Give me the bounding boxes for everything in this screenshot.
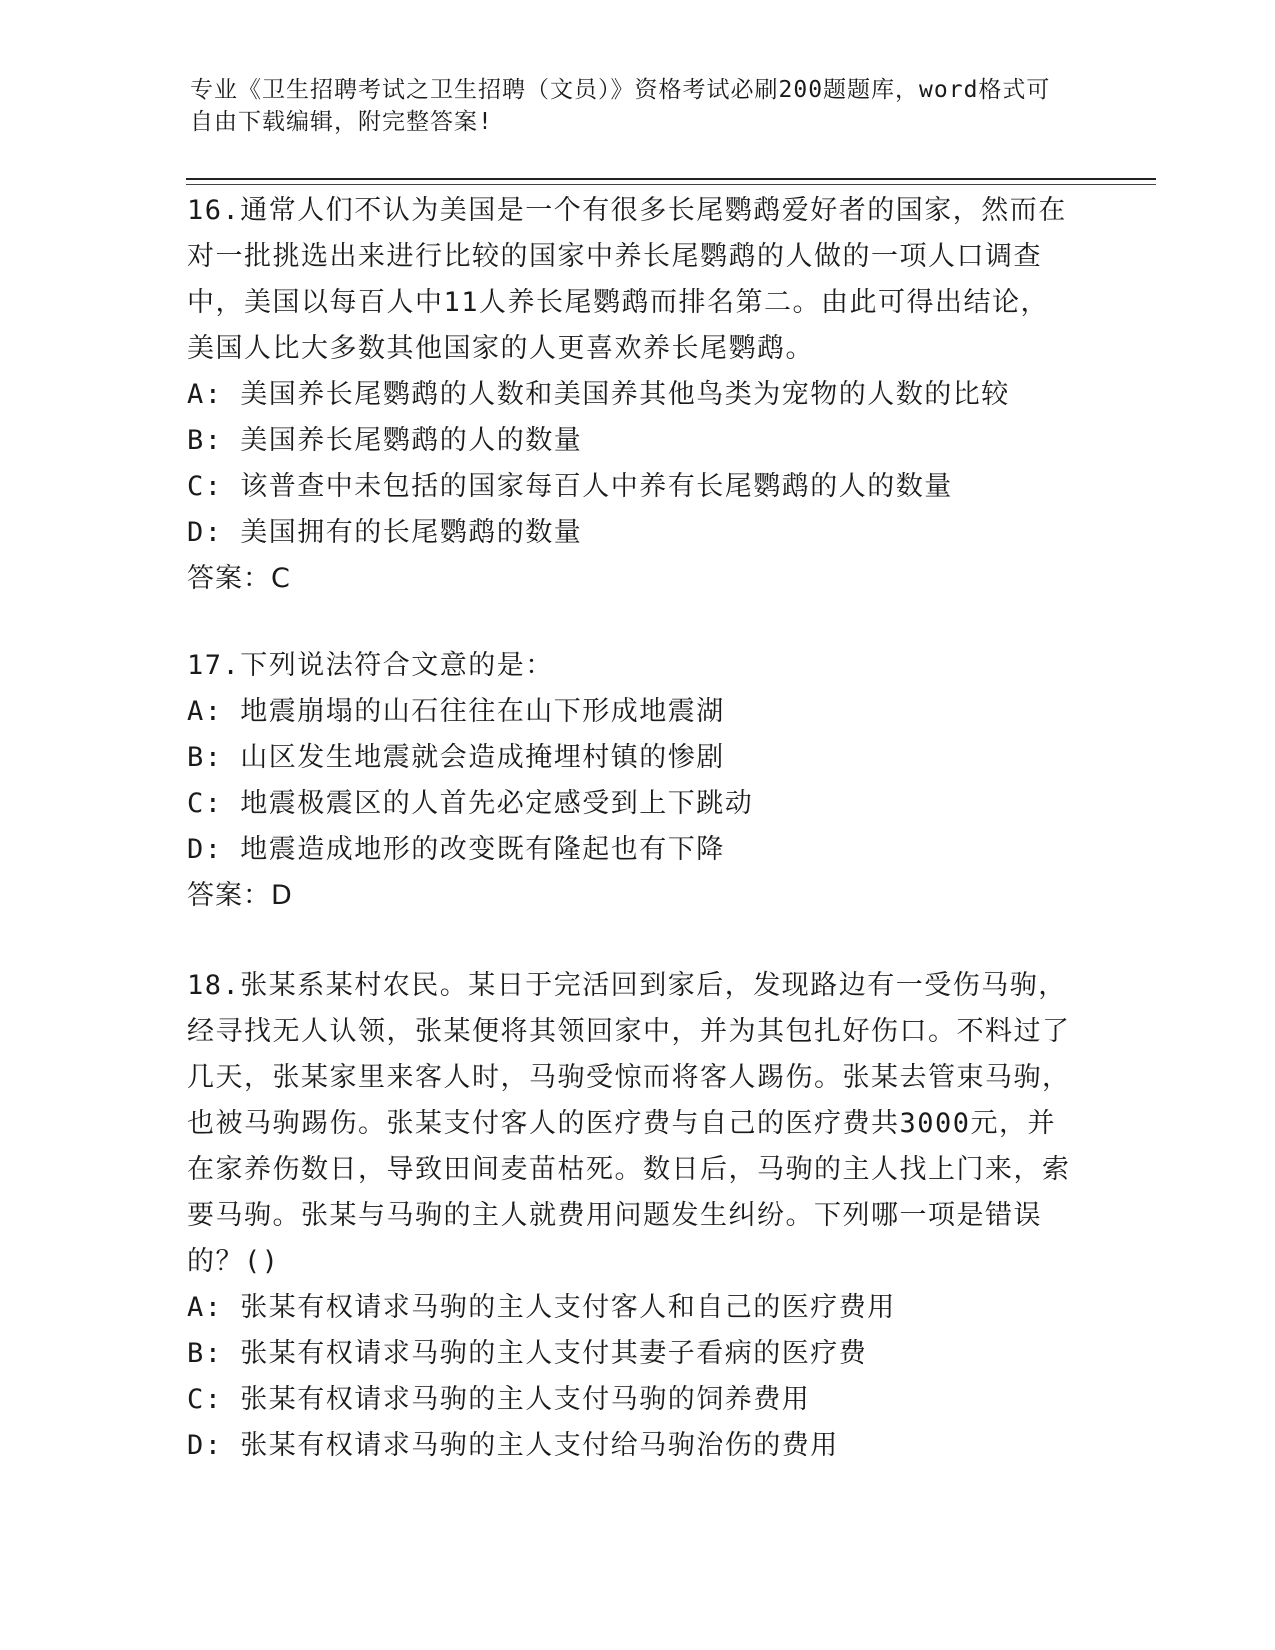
option-key: D: xyxy=(187,517,223,548)
header-title: 专业《卫生招聘考试之卫生招聘（文员）》资格考试必刷200题题库，word格式可自由下载编辑，附完整答案! xyxy=(190,77,1051,135)
option-text: 张某有权请求马驹的主人支付给马驹治伤的费用 xyxy=(240,1430,839,1461)
question-stem: 18.张某系某村农民。某日于完活回到家后，发现路边有一受伤马驹，经寻找无人认领，张某便将其领回家中，并为其包扎好伤口。不料过了几天，张某家里来客人时，马驹受惊而将客人踢伤。张某去管束马驹，也被马驹踢伤。张某支付客人的医疗费与自己的医疗费共3000元，并在家养伤数日，导致田间麦苗枯死。数日后，马驹的主人找上门来，索要马驹。张某与马驹的主人就费用问题发生纠纷。下列哪一项是错误的？() xyxy=(187,970,1071,1277)
question-17 xyxy=(187,643,1077,919)
header-rule-secondary xyxy=(186,184,1156,185)
option-key: A: xyxy=(187,1292,223,1323)
question-18 xyxy=(187,963,1077,1469)
option-a xyxy=(187,1285,1077,1331)
question-16 xyxy=(187,188,1077,602)
answer-line: 答案：C xyxy=(187,563,291,594)
option-text: 美国拥有的长尾鹦鹉的数量 xyxy=(240,517,583,548)
option-key: D: xyxy=(187,1430,223,1461)
option-key: B: xyxy=(187,1338,223,1369)
option-text: 张某有权请求马驹的主人支付其妻子看病的医疗费 xyxy=(240,1338,868,1369)
option-a xyxy=(187,372,1077,418)
option-d xyxy=(187,1423,1077,1469)
option-c xyxy=(187,781,1077,827)
option-text: 美国养长尾鹦鹉的人数和美国养其他鸟类为宠物的人数的比较 xyxy=(240,379,1010,410)
option-key: A: xyxy=(187,696,223,727)
option-d xyxy=(187,827,1077,873)
option-d xyxy=(187,510,1077,556)
option-text: 美国养长尾鹦鹉的人的数量 xyxy=(240,425,583,456)
answer-line: 答案：D xyxy=(187,880,293,911)
option-key: C: xyxy=(187,471,223,502)
option-text: 地震崩塌的山石往往在山下形成地震湖 xyxy=(240,696,725,727)
option-key: A: xyxy=(187,379,223,410)
option-key: C: xyxy=(187,788,223,819)
option-key: C: xyxy=(187,1384,223,1415)
header-rule xyxy=(186,178,1156,180)
option-text: 地震造成地形的改变既有隆起也有下降 xyxy=(240,834,725,865)
option-b xyxy=(187,1331,1077,1377)
option-key: B: xyxy=(187,425,223,456)
option-b xyxy=(187,735,1077,781)
option-text: 张某有权请求马驹的主人支付马驹的饲养费用 xyxy=(240,1384,811,1415)
document-header xyxy=(190,74,1070,138)
option-key: D: xyxy=(187,834,223,865)
question-stem: 16.通常人们不认为美国是一个有很多长尾鹦鹉爱好者的国家，然而在对一批挑选出来进行比较的国家中养长尾鹦鹉的人做的一项人口调查中，美国以每百人中11人养长尾鹦鹉而排名第二。由此可得出结论，美国人比大多数其他国家的人更喜欢养长尾鹦鹉。 xyxy=(187,195,1067,364)
question-stem: 17.下列说法符合文意的是： xyxy=(187,650,554,681)
option-text: 地震极震区的人首先必定感受到上下跳动 xyxy=(240,788,754,819)
option-text: 张某有权请求马驹的主人支付客人和自己的医疗费用 xyxy=(240,1292,896,1323)
option-b xyxy=(187,418,1077,464)
option-key: B: xyxy=(187,742,223,773)
option-c xyxy=(187,464,1077,510)
option-a xyxy=(187,689,1077,735)
option-text: 山区发生地震就会造成掩埋村镇的惨剧 xyxy=(240,742,725,773)
option-text: 该普查中未包括的国家每百人中养有长尾鹦鹉的人的数量 xyxy=(240,471,953,502)
option-c xyxy=(187,1377,1077,1423)
